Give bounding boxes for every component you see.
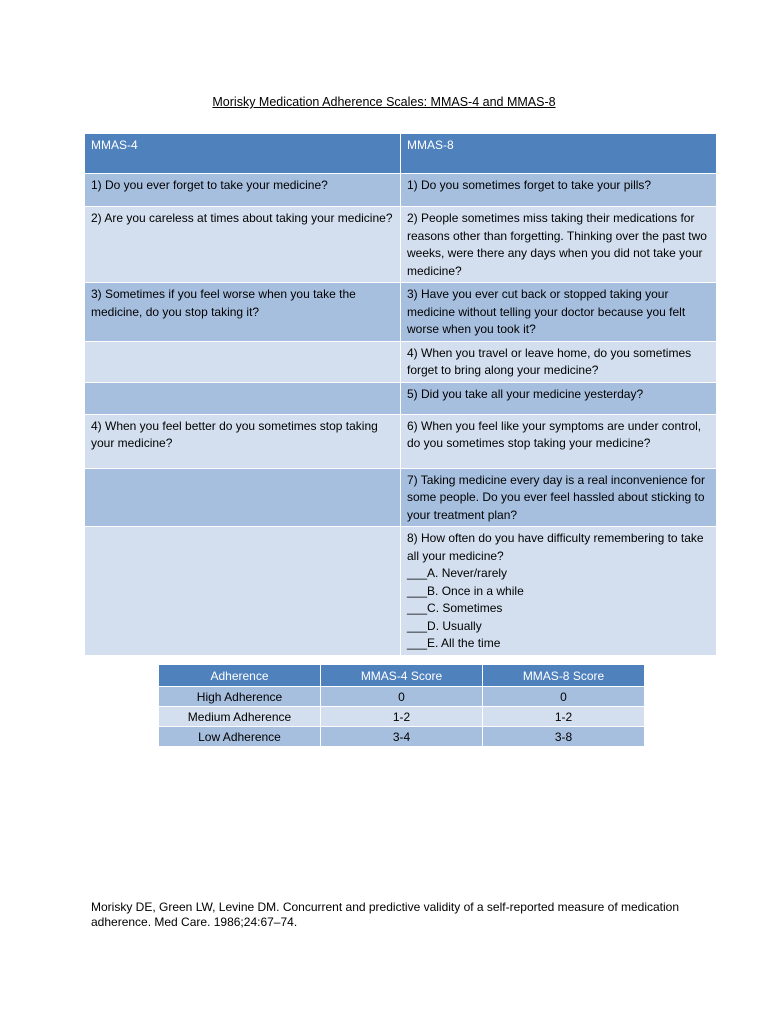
column-header-adherence: Adherence [159,665,321,687]
mmas4-score: 1-2 [321,707,483,727]
table-row [85,527,717,656]
q8-text: 8) How often do you have difficulty remembering to take all your medicine? [407,531,704,563]
column-header-mmas4: MMAS-4 [85,134,401,174]
mmas4-question [85,341,401,382]
q8-option-d: ___D. Usually [407,618,482,633]
table-row [85,174,717,207]
table-row [85,283,717,342]
mmas8-score: 3-8 [483,727,645,747]
mmas4-score: 3-4 [321,727,483,747]
q8-option-c: ___C. Sometimes [407,601,503,615]
table-row [159,707,645,727]
citation: Morisky DE, Green LW, Levine DM. Concurrent and predictive validity of a self-reported measure of medication adherence. Med Care. 1986;24:67–74. [91,900,680,929]
mmas4-score: 0 [321,687,483,707]
mmas4-question: 1) Do you ever forget to take your medicine? [85,174,401,207]
mmas8-question: 5) Did you take all your medicine yesterday? [401,382,717,414]
mmas8-question: 4) When you travel or leave home, do you sometimes forget to bring along your medicine? [401,341,717,382]
table-row [159,727,645,747]
q8-option-b: ___B. Once in a while [407,583,524,598]
table-row [85,207,717,283]
column-header-mmas8: MMAS-8 [401,134,717,174]
column-header-mmas4-score: MMAS-4 Score [321,665,483,687]
table-row [85,382,717,414]
mmas4-question [85,382,401,414]
mmas4-question [85,527,401,656]
adherence-level: Medium Adherence [159,707,321,727]
adherence-score-table [158,664,645,747]
mmas8-score: 1-2 [483,707,645,727]
mmas8-question: 2) People sometimes miss taking their medications for reasons other than forgetting. Thinking over the past two weeks, were there any days when you did not take your medicine? [401,207,717,283]
mmas8-question: 7) Taking medicine every day is a real inconvenience for some people. Do you ever feel hassled about sticking to your treatment plan? [401,468,717,527]
adherence-level: Low Adherence [159,727,321,747]
mmas8-question [401,527,717,656]
mmas4-question [85,468,401,527]
table-row [85,414,717,468]
table-row [85,468,717,527]
mmas4-question: 3) Sometimes if you feel worse when you take the medicine, do you stop taking it? [85,283,401,342]
table-row [85,341,717,382]
mmas8-score: 0 [483,687,645,707]
adherence-level: High Adherence [159,687,321,707]
column-header-mmas8-score: MMAS-8 Score [483,665,645,687]
score-header-row [159,665,645,687]
mmas4-question: 2) Are you careless at times about taking your medicine? [85,207,401,283]
mmas8-question: 6) When you feel like your symptoms are under control, do you sometimes stop taking your medicine? [401,414,717,468]
table-row [159,687,645,707]
page-title: Morisky Medication Adherence Scales: MMAS-4 and MMAS-8 [212,95,556,109]
mmas-questions-table [84,133,717,656]
mmas4-question: 4) When you feel better do you sometimes stop taking your medicine? [85,414,401,468]
q8-option-e: ___E. All the time [407,636,501,650]
table-header-row [85,134,717,174]
q8-option-a: ___A. Never/rarely [407,566,508,580]
mmas8-question: 3) Have you ever cut back or stopped taking your medicine without telling your doctor because you felt worse when you took it? [401,283,717,342]
mmas8-question: 1) Do you sometimes forget to take your pills? [401,174,717,207]
